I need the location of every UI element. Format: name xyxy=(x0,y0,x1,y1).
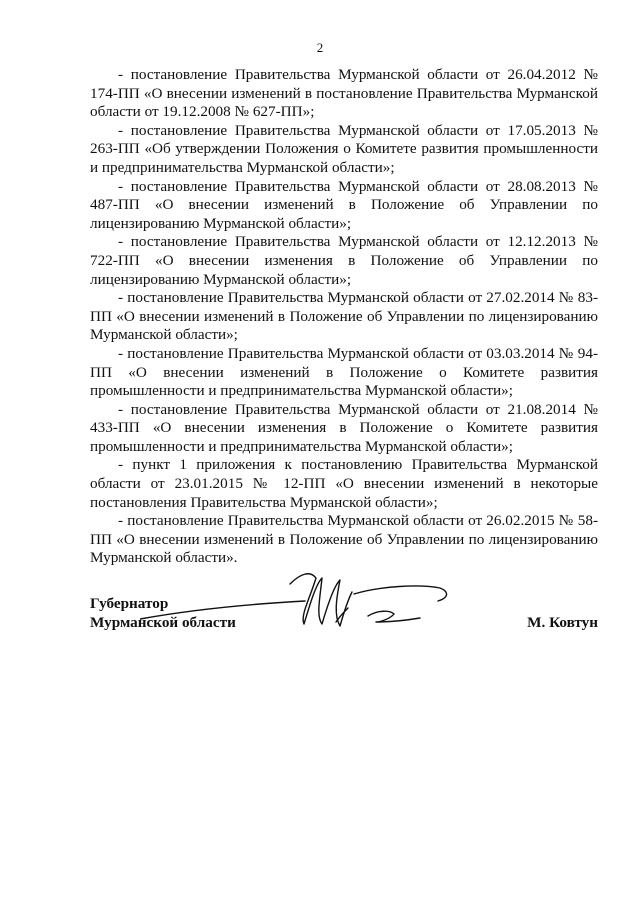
list-item: - постановление Правительства Мурманской области от 12.12.2013 № 722-ПП «О внесении изменения в Положение об Управлении по лицензированию Мурманской области»; xyxy=(90,233,598,288)
document-body xyxy=(90,66,598,568)
list-item: - постановление Правительства Мурманской области от 17.05.2013 № 263-ПП «Об утверждении Положения о Комитете развития промышленности и предпринимательства Мурманской области»; xyxy=(90,121,598,176)
signatory-name: М. Ковтун xyxy=(527,614,598,631)
handwritten-signature xyxy=(140,564,470,644)
list-item: - постановление Правительства Мурманской области от 21.08.2014 № 433-ПП «О внесении изменения в Положение о Комитете развития промышленности и предпринимательства Мурманской области»; xyxy=(90,400,598,455)
list-item: - постановление Правительства Мурманской области от 03.03.2014 № 94-ПП «О внесении изменений в Положение о Комитете развития промышленности и предпринимательства Мурманской области»; xyxy=(90,344,598,400)
list-item: - постановление Правительства Мурманской области от 27.02.2014 № 83-ПП «О внесении изменений в Положение об Управлении по лицензированию Мурманской области»; xyxy=(90,289,598,344)
list-item: - постановление Правительства Мурманской области от 26.04.2012 № 174-ПП «О внесении изменений в постановление Правительства Мурманской области от 19.12.2008 № 627-ПП»; xyxy=(90,66,598,121)
list-item: - постановление Правительства Мурманской области от 26.02.2015 № 58-ПП «О внесении изменений в Положение об Управлении по лицензированию Мурманской области». xyxy=(90,512,598,567)
list-item: - постановление Правительства Мурманской области от 28.08.2013 № 487-ПП «О внесении изменений в Положение об Управлении по лицензированию Мурманской области»; xyxy=(90,177,598,232)
signatory-title-line2: Мурманской области xyxy=(90,614,236,631)
list-item: - пункт 1 приложения к постановлению Правительства Мурманской области от 23.01.2015 № 12-ПП «О внесении изменений в некоторые постановления Правительства Мурманской области»; xyxy=(90,456,598,511)
signatory-title-line1: Губернатор xyxy=(90,595,169,612)
page-number: 2 xyxy=(316,40,324,55)
